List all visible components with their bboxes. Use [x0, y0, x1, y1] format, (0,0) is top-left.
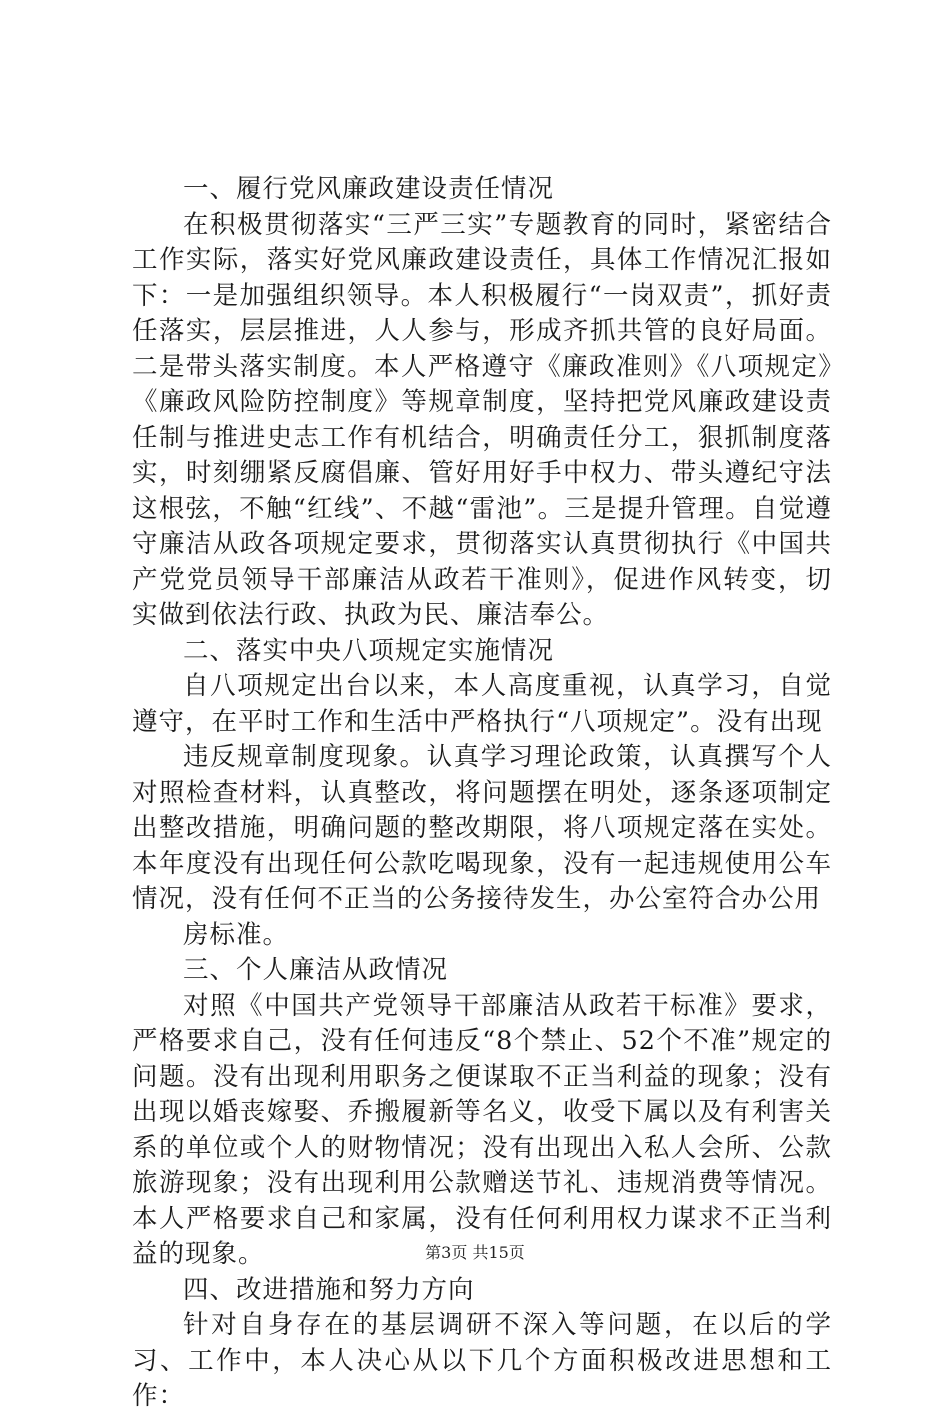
- paragraph-section-1-body: 在积极贯彻落实“三严三实”专题教育的同时，紧密结合工作实际，落实好党风廉政建设责任，具体工作情况汇报如下：一是加强组织领导。本人积极履行“一岗双责”，抓好责任落实，层层推进，人人参与，形成齐抓共管的良好局面。二是带头落实制度。本人严格遵守《廉政准则》《八项规定》《廉政风险防控制度》等规章制度，坚持把党风廉政建设责任制与推进史志工作有机结合，明确责任分工，狠抓制度落实，时刻绷紧反腐倡廉、管好用好手中权力、带头遵纪守法这根弦，不触“红线”、不越“雷池”。三是提升管理。自觉遵守廉洁从政各项规定要求，贯彻落实认真贯彻执行《中国共产党党员领导干部廉洁从政若干准则》，促进作风转变，切实做到依法行政、执政为民、廉洁奉公。: [132, 209, 832, 630]
- paragraph-section-2-end: 房标准。: [183, 919, 290, 950]
- heading-section-2: 二、落实中央八项规定实施情况: [183, 635, 555, 666]
- document-body: [132, 172, 832, 1415]
- paragraph-section-3-body: 对照《中国共产党领导干部廉洁从政若干标准》要求，严格要求自己，没有任何违反“8个禁止、52个不准”规定的问题。没有出现利用职务之便谋取不正当利益的现象；没有出现以婚丧嫁娶、乔搬履新等名义，收受下属以及有利害关系的单位或个人的财物情况；没有出现出入私人会所、公款旅游现象；没有出现利用公款赠送节礼、违规消费等情况。本人严格要求自己和家属，没有任何利用权力谋求不正当利益的现象。: [132, 990, 832, 1269]
- heading-section-4: 四、改进措施和努力方向: [183, 1274, 475, 1305]
- heading-section-1: 一、履行党风廉政建设责任情况: [183, 174, 555, 204]
- paragraph-section-2-intro: 自八项规定出台以来，本人高度重视，认真学习，自觉遵守，在平时工作和生活中严格执行“八项规定”。没有出现: [132, 671, 832, 737]
- heading-section-3: 三、个人廉洁从政情况: [183, 955, 449, 985]
- page-footer: 第3页 共15页: [425, 1243, 525, 1262]
- paragraph-section-4-body: 针对自身存在的基层调研不深入等问题，在以后的学习、工作中，本人决心从以下几个方面积极改进思想和工作：: [132, 1310, 832, 1411]
- paragraph-section-2-body: 违反规章制度现象。认真学习理论政策，认真撰写个人对照检查材料，认真整改，将问题摆在明处，逐条逐项制定出整改措施，明确问题的整改期限，将八项规定落在实处。本年度没有出现任何公款吃喝现象，没有一起违规使用公车情况，没有任何不正当的公务接待发生，办公室符合办公用: [132, 742, 832, 914]
